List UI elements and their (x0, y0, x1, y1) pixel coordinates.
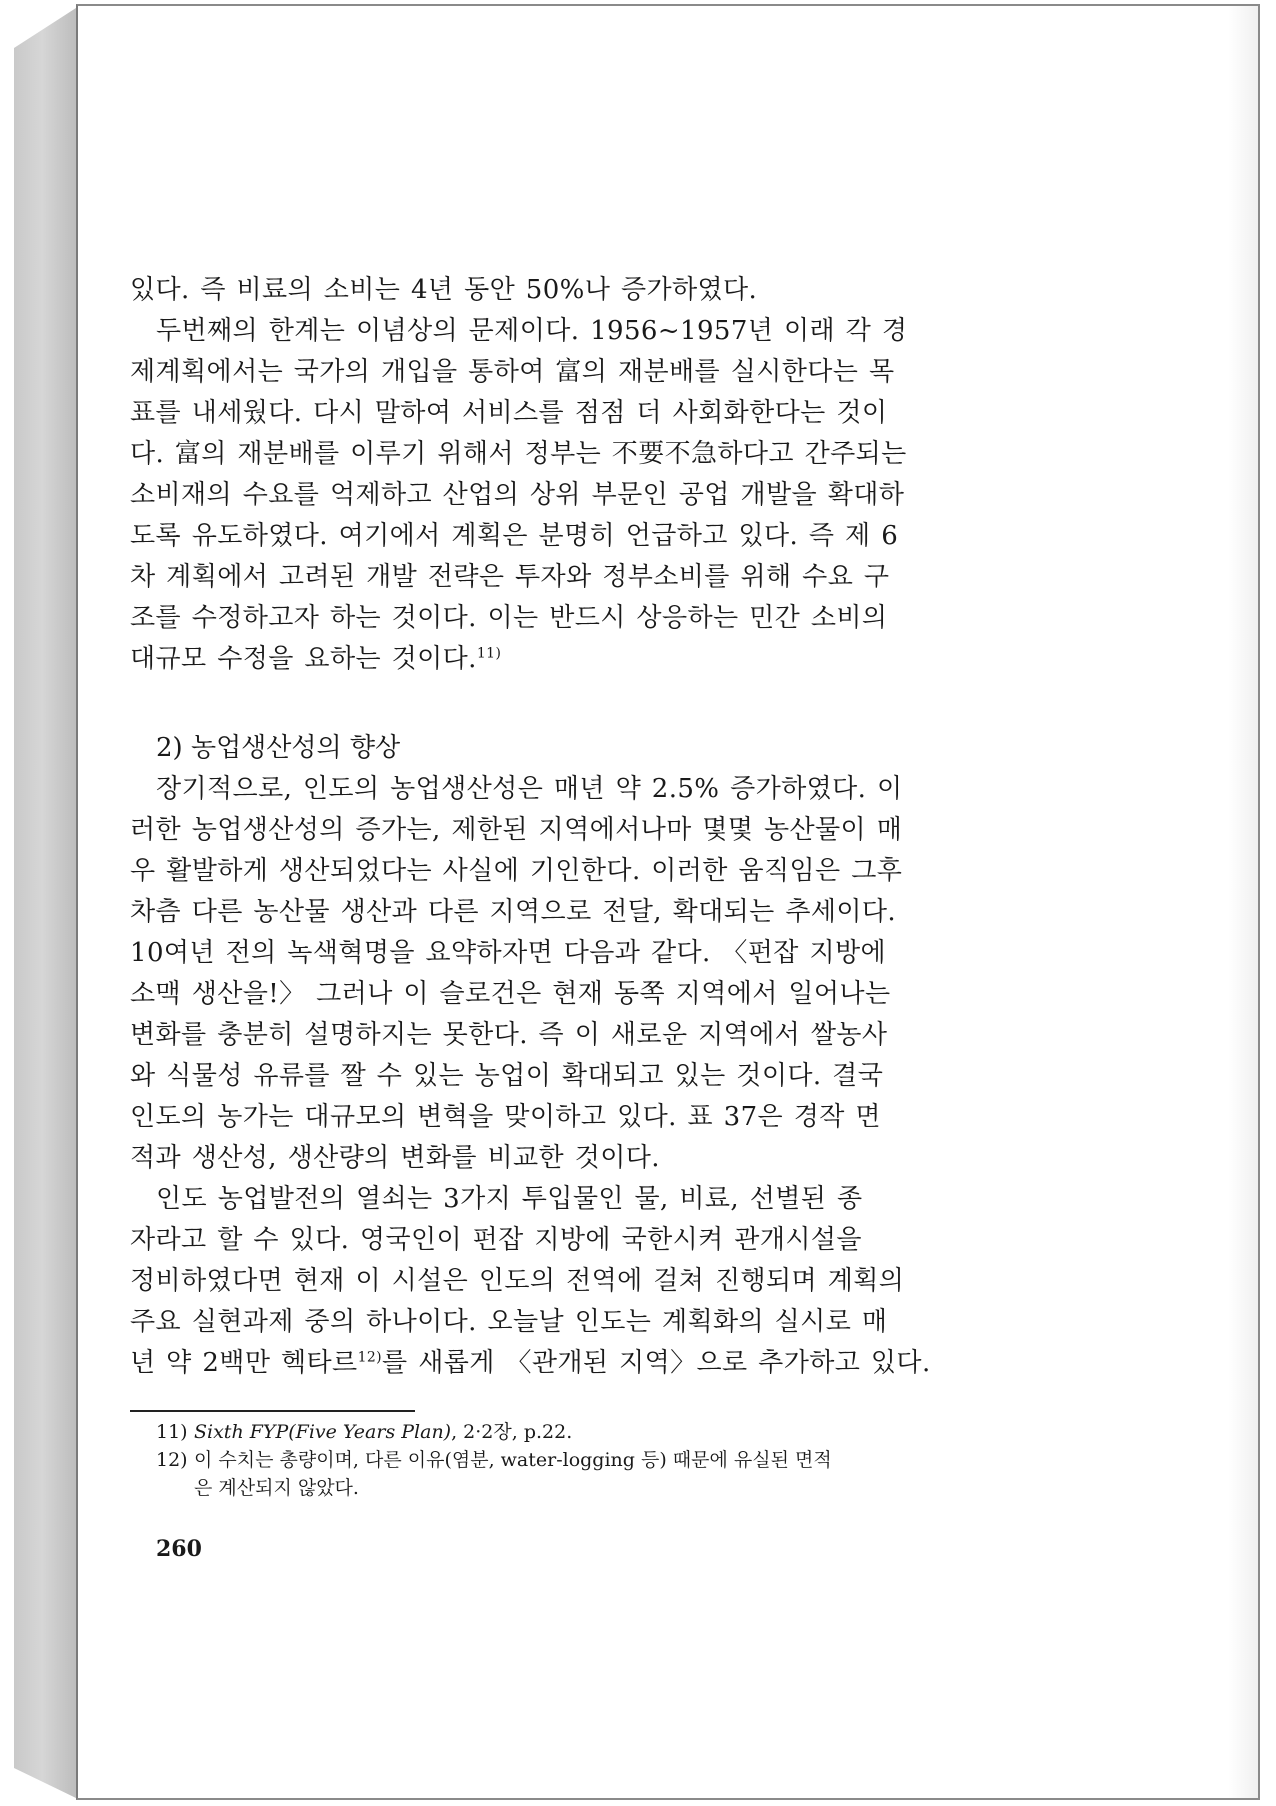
text-line: 있다. 즉 비료의 소비는 4년 동안 50%나 증가하였다. (130, 275, 758, 305)
text-line: 두번째의 한계는 이념상의 문제이다. 1956~1957년 이래 각 경 (156, 316, 908, 346)
footnote-11 (130, 1418, 1050, 1446)
footnote-source-title: Sixth FYP(Five Years Plan) (194, 1421, 452, 1443)
text-line (130, 1343, 1050, 1384)
paragraph-ideology-limit (130, 311, 1050, 680)
text-line: 차 계획에서 고려된 개발 전략은 투자와 정부소비를 위해 수요 구 (130, 562, 890, 592)
text-line: 적과 생산성, 생산량의 변화를 비교한 것이다. (130, 1143, 660, 1173)
text-line: 인도 농업발전의 열쇠는 3가지 투입물인 물, 비료, 선별된 종 (156, 1184, 863, 1214)
text-line (130, 639, 1050, 680)
text-span: 대규모 수정을 요하는 것이다. (130, 644, 477, 674)
page-number: 260 (156, 1536, 202, 1562)
footnote-ref: 11) (476, 645, 502, 662)
text-span: 를 새롭게 〈관개된 지역〉으로 추가하고 있다. (382, 1348, 931, 1378)
text-line: 러한 농업생산성의 증가는, 제한된 지역에서나마 몇몇 농산물이 매 (130, 815, 903, 845)
page-edge-shadow (1228, 6, 1258, 1798)
text-line: 우 활발하게 생산되었다는 사실에 기인한다. 이러한 움직임은 그후 (130, 856, 903, 886)
text-line: 제계획에서는 국가의 개입을 통하여 富의 재분배를 실시한다는 목 (130, 357, 895, 387)
text-line: 인도의 농가는 대규모의 변혁을 맞이하고 있다. 표 37은 경작 면 (130, 1102, 881, 1132)
page-content (130, 270, 1050, 1562)
footnote-text: 은 계산되지 않았다. (194, 1477, 359, 1499)
section-heading: 2) 농업생산성의 향상 (156, 733, 401, 763)
footnote-ref: 12) (357, 1349, 383, 1366)
footnotes (130, 1418, 1050, 1502)
text-line: 조를 수정하고자 하는 것이다. 이는 반드시 상응하는 민간 소비의 (130, 603, 888, 633)
footnote-12 (130, 1446, 1050, 1474)
text-span: 년 약 2백만 헥타르 (130, 1348, 358, 1378)
text-line: 주요 실현과제 중의 하나이다. 오늘날 인도는 계획화의 실시로 매 (130, 1307, 888, 1337)
footnote-divider (130, 1410, 415, 1412)
text-line: 차츰 다른 농산물 생산과 다른 지역으로 전달, 확대되는 추세이다. (130, 897, 897, 927)
text-line: 소맥 생산을!〉 그러나 이 슬로건은 현재 동쪽 지역에서 일어나는 (130, 979, 891, 1009)
text-line: 표를 내세웠다. 다시 말하여 서비스를 점점 더 사회화한다는 것이 (130, 398, 888, 428)
text-line: 자라고 할 수 있다. 영국인이 펀잡 지방에 국한시켜 관개시설을 (130, 1225, 862, 1255)
footnote-number: 12) (156, 1449, 188, 1471)
footnote-text: , 2·2장, p.22. (451, 1421, 573, 1443)
text-line: 도록 유도하였다. 여기에서 계획은 분명히 언급하고 있다. 즉 제 6 (130, 521, 899, 551)
paragraph-productivity (130, 769, 1050, 1179)
text-line: 변화를 충분히 설명하지는 못한다. 즉 이 새로운 지역에서 쌀농사 (130, 1020, 888, 1050)
footnote-text: 이 수치는 총량이며, 다른 이유(염분, water-logging 등) 때문에 유실된 면적 (194, 1449, 832, 1471)
book-spine (14, 8, 76, 1798)
text-line: 다. 富의 재분배를 이루기 위해서 정부는 不要不急하다고 간주되는 (130, 439, 907, 469)
footnote-12-continued (130, 1474, 1050, 1502)
text-line: 소비재의 수요를 억제하고 산업의 상위 부문인 공업 개발을 확대하 (130, 480, 905, 510)
text-line: 장기적으로, 인도의 농업생산성은 매년 약 2.5% 증가하였다. 이 (156, 774, 903, 804)
paragraph-inputs (130, 1179, 1050, 1384)
text-line: 정비하였다면 현재 이 시설은 인도의 전역에 걸쳐 진행되며 계획의 (130, 1266, 905, 1296)
footnote-number: 11) (156, 1421, 188, 1443)
text-line: 10여년 전의 녹색혁명을 요약하자면 다음과 같다. 〈펀잡 지방에 (130, 938, 886, 968)
text-line: 와 식물성 유류를 짤 수 있는 농업이 확대되고 있는 것이다. 결국 (130, 1061, 884, 1091)
